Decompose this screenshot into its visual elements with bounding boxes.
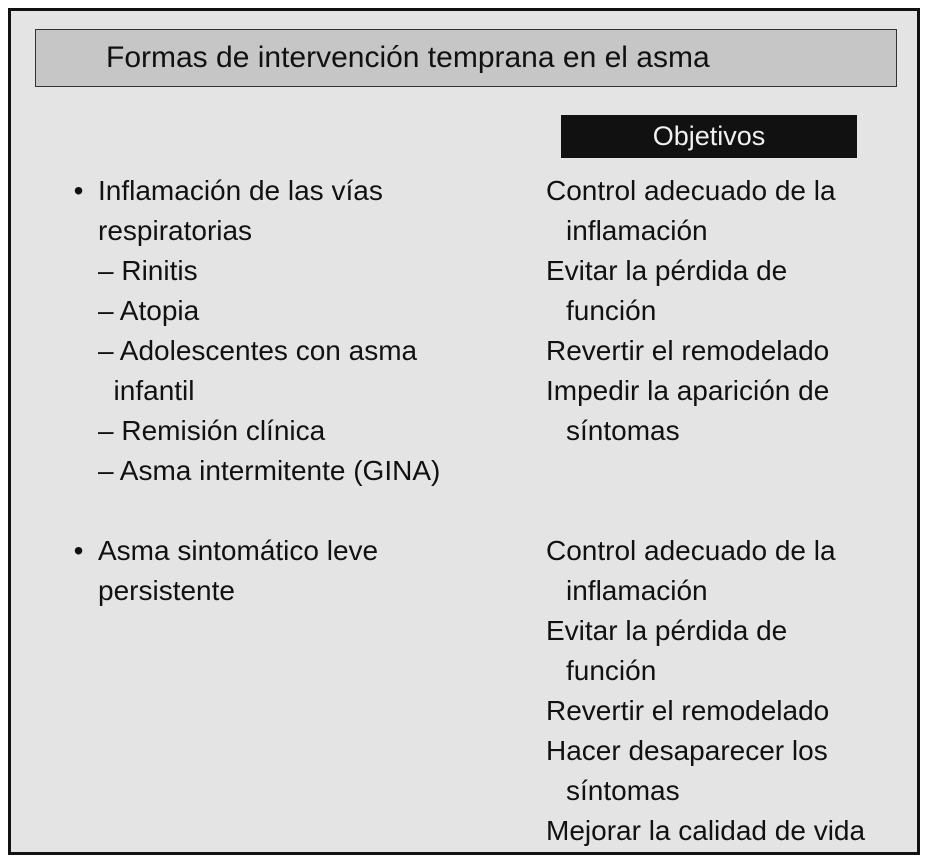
section-1-objectives [546, 171, 916, 451]
objetivos-header [561, 115, 857, 158]
objective-line: función [566, 295, 657, 326]
bullet-heading [98, 171, 383, 251]
objective-line: Control adecuado de la [546, 175, 836, 206]
objective-line: Evitar la pérdida de [546, 255, 788, 286]
subitem: infantil [98, 375, 195, 406]
subitem: – Asma intermitente (GINA) [98, 455, 441, 486]
objective-line: Evitar la pérdida de [546, 615, 788, 646]
section-2-bullets [59, 531, 519, 611]
bullet-heading [98, 531, 378, 611]
heading-line: Asma sintomático leve [98, 535, 379, 566]
objective-line: Revertir el remodelado [546, 695, 830, 726]
bullet-dot: • [73, 535, 84, 566]
objective-line: función [566, 655, 657, 686]
objective-line: Impedir la aparición de [546, 375, 830, 406]
objective-line: Revertir el remodelado [546, 335, 830, 366]
objective-line: Hacer desaparecer los [546, 735, 828, 766]
figure-panel [8, 8, 920, 855]
heading-line: respiratorias [98, 215, 253, 246]
subitem: – Adolescentes con asma [98, 335, 418, 366]
heading-line: Inflamación de las vías [98, 175, 383, 206]
objective-line: inflamación [566, 575, 708, 606]
title-bar [35, 29, 897, 87]
objective-line: síntomas [566, 775, 680, 806]
subitem: – Atopia [98, 295, 200, 326]
subitem: – Remisión clínica [98, 415, 326, 446]
objective-line: síntomas [566, 415, 680, 446]
bullet-item [59, 531, 519, 611]
subitem: – Rinitis [98, 255, 198, 286]
section-1-bullets [59, 171, 519, 491]
bullet-dot: • [73, 175, 84, 206]
objective-line: inflamación [566, 215, 708, 246]
section-2-objectives [546, 531, 916, 851]
objective-line: Mejorar la calidad de vida [546, 815, 866, 846]
objetivos-header-label: Objetivos [652, 121, 766, 151]
subitem-list [59, 251, 519, 491]
bullet-item [59, 171, 519, 251]
objective-line: Control adecuado de la [546, 535, 836, 566]
figure-title: Formas de intervención temprana en el asma [106, 41, 710, 74]
heading-line: persistente [98, 575, 235, 606]
